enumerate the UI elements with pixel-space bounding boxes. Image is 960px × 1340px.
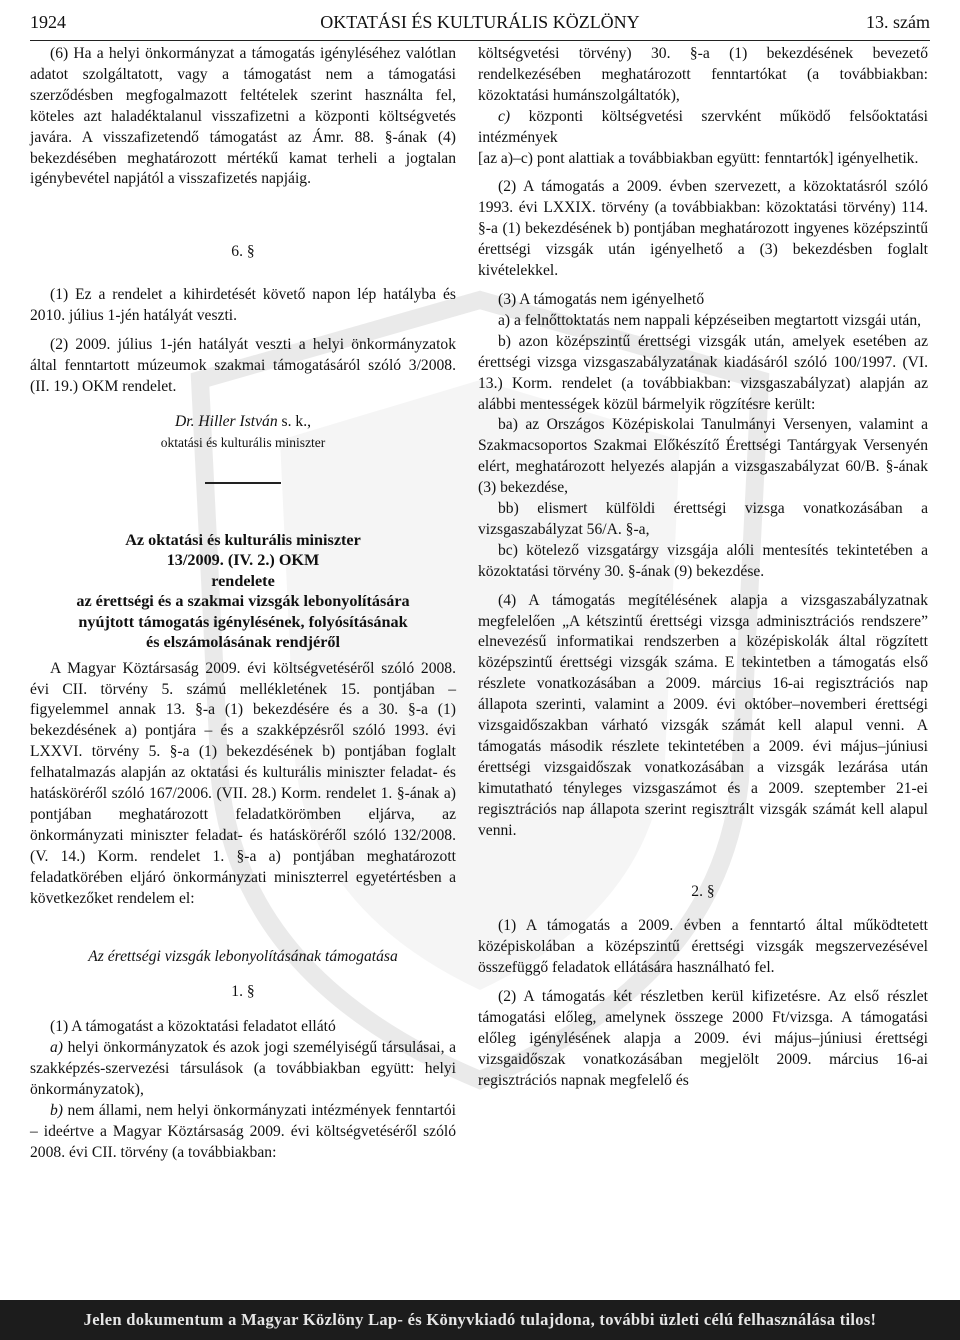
paragraph-prev-6: (6) Ha a helyi önkormányzat a támogatás igényléséhez valótlan adatot szolgáltatott, vagy a támogatást nem a támogatási szerződésben megfogalmazott feltételek szerint használta fel, köteles azt haladéktalanul visszafizetni a központi költségvetés javára. A visszafizetendő támogatást az Ámr. 88. §-ának (4) bekezdésében meghatározott mértékű kamat terheli a jogtalan igénybevétel napjától a visszafizetés napjáig. <box>30 45 456 188</box>
decree-title-line-6: és elszámolásának rendjéről <box>146 633 340 652</box>
point-a-label: a) <box>50 1039 63 1057</box>
section-1-paragraph-1: (1) A támogatást a közoktatási feladatot ellátó <box>50 1018 336 1036</box>
signer-suffix: s. k., <box>277 412 311 430</box>
bracket-note: [az a)–c) pont alattiak a továbbiakban együtt: fenntartók] igényelhetik. <box>478 149 919 167</box>
point-b-label: b) <box>50 1101 63 1119</box>
decree-title-line-4: az érettségi és a szakmai vizsgák lebonyolítására <box>76 592 410 611</box>
paragraph-3-point-bb: bb) elismert külföldi érettségi vizsga vonatkozásában a vizsgaszabályzat 56/A. §-a, <box>478 500 928 538</box>
decree-title-block <box>30 530 456 653</box>
section-1-heading: 1. § <box>231 983 255 1001</box>
paragraph-3-point-bc: bc) kötelező vizsgatárgy vizsgája alóli mentesítés tekintetében a közoktatási törvény 30. §-ának (9) bekezdése. <box>478 541 928 580</box>
point-c-label: c) <box>498 107 511 125</box>
section-6-heading: 6. § <box>231 243 255 261</box>
issue-number: 13. szám <box>866 12 930 32</box>
section-1-point-c <box>478 107 928 149</box>
section-2-heading: 2. § <box>691 882 715 900</box>
paragraph-3-point-a: a) a felnőttoktatás nem nappali képzéseiben megtartott vizsgái után, <box>498 311 922 329</box>
left-column <box>30 44 456 1164</box>
section-divider <box>205 482 281 484</box>
section-2-paragraph-1: (1) A támogatás a 2009. évben a fenntartó által működtetett középiskolában a középszintű érettségi vizsgák megszervezésével összefüggő feladatok ellátására használható fel. <box>478 917 928 977</box>
decree-title-line-5: nyújtott támogatás igénylésének, folyósításának <box>78 612 408 631</box>
decree-title-line-2: 13/2009. (IV. 2.) OKM <box>166 551 320 570</box>
paragraph-3-point-ba: ba) az Országos Középiskolai Tanulmányi Versenyen, valamint a Szakmacsoportos Szakmai Előkészítő Érettségi Tantárgyak Versenyén elért, meghatározott helyezés alapján a vizsgaszabályzat 60/B. §-ának (3) bekezdése, <box>478 416 928 497</box>
decree-title-line-3: rendelete <box>211 571 275 590</box>
section-2-paragraph-2: (2) A támogatás két részletben kerül kifizetésre. Az első részlet támogatási előleg, amelynek összege 2000 Ft/vizsga. A támogatási előleg igénylésének alapja a 2009. évi május–júniusi érettségi vizsgaidőszak vonatkozásában megjelölt 2009. március 16-ai regisztrációs napnak megfelelő és <box>478 988 928 1089</box>
paragraph-3-point-b: b) azon középszintű érettségi vizsgák után, amelyek esetében az érettségi vizsga vizsgaszabályzatának kiadásáról szóló 100/1997. (VI. 13.) Korm. rendelet (a továbbiakban: vizsgaszabályzat) alapján az alábbi mentességek közül bármelyik rögzítésre került: <box>478 332 928 413</box>
point-b-text: nem állami, nem helyi önkormányzati intézmények fenntartói – ideértve a Magyar Köztársaság 2009. évi költségvetéséről szóló 2008. évi CII. törvény (a továbbiakban: <box>30 1101 456 1161</box>
copyright-footer: Jelen dokumentum a Magyar Közlöny Lap- és Könyvkiadó tulajdona, további üzleti célú felhasználása tilos! <box>0 1300 960 1340</box>
section-6-paragraph-2: (2) 2009. július 1-jén hatályát veszti a helyi önkormányzatok által fenntartott múzeumok szakmai támogatásáról szóló 3/2008. (II. 19.) OKM rendelet. <box>30 336 456 395</box>
continued-text: költségvetési törvény) 30. §-a (1) bekezdésének bevezető rendelkezésében meghatározott fenntartókat (a továbbiakban: közoktatási humánszolgáltatók), <box>478 45 928 104</box>
section-1-paragraph-2: (2) A támogatás a 2009. évben szervezett, a közoktatásról szóló 1993. évi LXXIX. törvény (a továbbiakban: közoktatási törvény) 114. §-a (1) bekezdésének b) pontjában meghatározott ingyenes középszintű érettségi vizsgák után igényelhető a (3) bekezdésben foglalt kivételekkel. <box>478 178 928 280</box>
decree-preamble: A Magyar Köztársaság 2009. évi költségvetéséről szóló 2008. évi CII. törvény 5. számú mellékletének 15. pontjában – figyelemmel annak 13. §-a (1) bekezdésére és a 30. §-a (1) bekezdésének a) pontjára – és a szakképzésről szóló 1993. évi LXXVI. törvény 5. §-a (1) bekezdésének b) pontjában foglalt felhatalmazás alapján az oktatási és kulturális miniszter feladat- és hatásköréről szóló 167/2006. (VII. 28.) Korm. rendelet 1. §-ának a) pontjában meghatározott feladatkörömben eljárva, az önkormányzati miniszter feladat- és hatásköréről szóló 132/2008. (V. 14.) Korm. rendelet 1. §-a a) pontjában meghatározott feladatkörében eljáró önkormányzati miniszterrel egyetértésben a következőket rendelem el: <box>30 659 456 907</box>
decree-title-line-1: Az oktatási és kulturális miniszter <box>125 530 361 549</box>
section-6-paragraph-1: (1) Ez a rendelet a kihirdetését követő napon lép hatályba és 2010. július 1-jén hatályát veszti. <box>30 286 456 325</box>
section-1-point-b <box>30 1101 456 1164</box>
signer-title: oktatási és kulturális miniszter <box>160 434 326 450</box>
right-column <box>478 44 928 1092</box>
page-number: 1924 <box>30 12 66 32</box>
section-title: Az érettségi vizsgák lebonyolításának támogatása <box>88 948 398 966</box>
section-1-paragraph-3: (3) A támogatás nem igényelhető <box>498 290 705 308</box>
journal-title: OKTATÁSI ÉS KULTURÁLIS KÖZLÖNY <box>320 12 640 32</box>
section-1-point-a <box>30 1038 456 1101</box>
signer-name: Dr. Hiller István <box>174 412 278 430</box>
point-a-text: helyi önkormányzatok és azok jogi személyiségű társulásai, a szakképzés-szervezési társulások (a továbbiakban együtt: helyi önkormányzatok), <box>30 1039 456 1098</box>
section-1-paragraph-4: (4) A támogatás megítélésének alapja a vizsgaszabályzatnak megfelelően „A kétszintű érettségi vizsga adminisztrációs rendszere” elnevezésű informatikai rendszerben a középiskolák által rögzített középszintű érettségi vizsgák száma. E tekintetben a támogatás első részlete vonatkozásában a 2009. március 16-ai regisztrációs nap állapota szerinti, valamint a 2009. évi október–novemberi érettségi vizsgaidőszakban várható vizsgák számát kell alapul venni. A támogatás második részlete tekintetében a 2009. évi május–júniusi érettségi vizsgaidőszak vonatkozásában a vizsgák lezárása után kimutatható tényleges vizsgaszámot és a 2009. szeptember 21-ei regisztrációs nap állapota szerint regisztrált vizsgák számát kell alapul venni. <box>478 591 928 839</box>
page-header <box>30 8 930 41</box>
point-c-text: központi költségvetési szervként működő felsőoktatási intézmények <box>478 107 928 146</box>
signature-line <box>30 412 456 433</box>
